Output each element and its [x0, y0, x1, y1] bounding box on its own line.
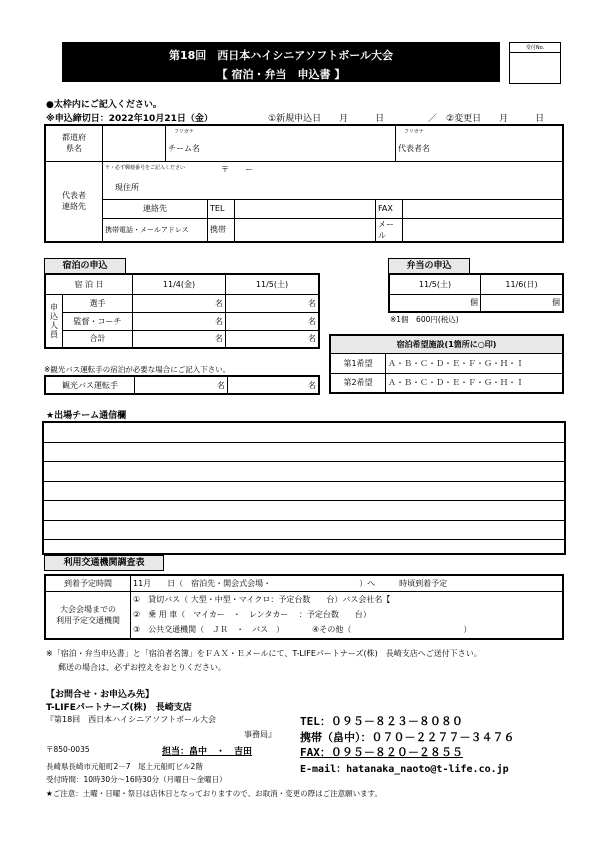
lodging-count-2[interactable]: 名 — [226, 312, 320, 330]
arrival-label: 到着予定時間 — [45, 575, 131, 591]
bento-date-1: 11/5(土) — [389, 274, 481, 294]
facility-choice-label: 第1希望 — [330, 353, 386, 373]
form-subtitle: 【 宿泊・弁当 申込書 】 — [216, 68, 346, 81]
lodging-row-label: 選手 — [63, 294, 133, 312]
bento-heading: 弁当の申込 — [388, 258, 470, 274]
bento-table — [388, 273, 564, 313]
facility-options[interactable]: Ａ・Ｂ・Ｃ・Ｄ・Ｅ・Ｆ・Ｇ・Ｈ・Ｉ — [386, 373, 564, 393]
facility-choice-label: 第2希望 — [330, 373, 386, 393]
fill-notice: ●太枠内にご記入ください。 — [46, 100, 162, 110]
bus-driver-count-2[interactable]: 名 — [228, 376, 320, 394]
comm-line[interactable] — [44, 501, 564, 521]
team-name-label: チーム名 — [168, 143, 200, 153]
form-title: 第18回 西日本ハイシニアソフトボール大会 — [168, 49, 394, 62]
form-title-banner — [62, 42, 500, 82]
lodging-count-2[interactable]: 名 — [226, 294, 320, 312]
lodging-row-label: 合計 — [63, 330, 133, 348]
bus-driver-table — [44, 375, 320, 395]
submission-note-2: 郵送の場合は、必ずお控えをおとりください。 — [58, 663, 226, 672]
lodging-group-label: 申 込 人 員 — [45, 294, 63, 348]
contact-mobile: 携帯（畠中）：０７０－２２７７－３４７６ — [300, 731, 515, 744]
submission-note-1: ※「宿泊・弁当申込書」と「宿泊者名簿」をＦＡＸ・Ｅメールにて、T-LIFEパートナーズ(株) 長崎支店へご送付下さい。 — [46, 649, 482, 658]
applicant-table — [44, 124, 564, 243]
receipt-number-box[interactable] — [509, 42, 561, 84]
contact-sub-label: 連絡先 — [103, 200, 208, 218]
contact-fax: FAX：０９５－８２０－２８５５ — [300, 746, 463, 759]
bento-count-2[interactable]: 個 — [481, 294, 564, 312]
lodging-date-label: 宿 泊 日 — [45, 274, 133, 294]
comm-area[interactable] — [42, 421, 566, 555]
bento-date-2: 11/6(日) — [481, 274, 564, 294]
new-application-date[interactable]: ①新規申込日 月 日 — [268, 114, 385, 124]
phone-row — [103, 199, 564, 218]
comm-line[interactable] — [44, 462, 564, 482]
contact-tel: TEL：０９５－８２３－８０８０ — [300, 715, 463, 728]
prefecture-label: 都道府 県名 — [45, 125, 103, 161]
comm-line[interactable] — [44, 521, 564, 541]
comm-line[interactable] — [44, 443, 564, 463]
lodging-count-1[interactable]: 名 — [133, 330, 226, 348]
bus-driver-note: ※観光バス運転手の宿泊が必要な場合にご記入下さい。 — [44, 365, 231, 374]
facility-table — [329, 334, 564, 394]
rep-furigana-label: フリガナ — [404, 129, 424, 135]
contact-person: 担当：畠中 ・ 吉田 — [162, 747, 253, 757]
lodging-date-1: 11/4(金) — [133, 274, 226, 294]
deadline: ※申込締切日：2022年10月21日（金） — [46, 114, 213, 124]
holiday-notice: ★ご注意：土曜・日曜・祭日は店休日となっておりますので、お取消・変更の際はご注意願います。 — [46, 789, 382, 798]
mobile-label: 携帯 — [208, 219, 235, 241]
office-name-2: 事務局』 — [244, 730, 276, 739]
business-hours: 受付時間：10時30分～16時30分（月曜日～金曜日） — [46, 775, 227, 784]
tel-field[interactable] — [235, 200, 376, 218]
postal-code: 〒850-0035 — [46, 745, 90, 754]
lodging-date-2: 11/5(土) — [226, 274, 320, 294]
bus-driver-count-1[interactable]: 名 — [135, 376, 228, 394]
tel-label: TEL — [208, 200, 235, 218]
lodging-table — [44, 273, 320, 349]
comm-line[interactable] — [44, 423, 564, 443]
receipt-number-label: 受付No. — [510, 43, 560, 53]
fax-field[interactable] — [403, 200, 563, 218]
company-name: T-LIFEパートナーズ(株) 長崎支店 — [46, 703, 192, 713]
rep-name-label: 代表者名 — [398, 143, 430, 153]
facility-heading: 宿泊希望施設(1箇所に○印) — [330, 335, 563, 353]
transport-option-bus[interactable]: ① 貸切バス（ 大型・中型・マイクロ：予定台数 台）バス会社名【 — [133, 595, 391, 605]
date-separator: ／ — [428, 114, 438, 124]
mobile-field[interactable] — [235, 219, 376, 241]
rep-contact-label: 代表者 連絡先 — [45, 161, 103, 242]
lodging-count-2[interactable]: 名 — [226, 330, 320, 348]
mobile-row — [103, 218, 564, 242]
lodging-count-1[interactable]: 名 — [133, 294, 226, 312]
bento-price-note: ※1個 600円(税込) — [390, 315, 459, 324]
postal-mark: 〒 ー — [221, 164, 253, 174]
prefecture-field[interactable] — [103, 125, 166, 161]
team-furigana-label: フリガナ — [174, 129, 194, 135]
lodging-row-label: 監督・コーチ — [63, 312, 133, 330]
team-name-cell[interactable] — [166, 125, 396, 161]
arrival-field[interactable]: 11月 日（ 宿泊先・開会式会場・ ）へ 時頃到着予定 — [131, 575, 564, 591]
transport-method-label: 大会会場までの 利用予定交通機関 — [45, 591, 131, 639]
transport-table — [44, 574, 564, 640]
fax-label: FAX — [376, 200, 403, 218]
address-cell[interactable] — [103, 161, 564, 199]
facility-options[interactable]: Ａ・Ｂ・Ｃ・Ｄ・Ｅ・Ｆ・Ｇ・Ｈ・Ｉ — [386, 353, 564, 373]
office-name-1: 『第18回 西日本ハイシニアソフトボール大会 — [46, 715, 217, 724]
address-label: 現住所 — [115, 182, 139, 192]
transport-heading: 利用交通機関調査表 — [44, 555, 164, 571]
contact-email: E-mail：hatanaka_naoto@t-life.co.jp — [300, 764, 509, 775]
lodging-count-1[interactable]: 名 — [133, 312, 226, 330]
lodging-heading: 宿泊の申込 — [44, 258, 126, 274]
mail-label: メール — [376, 219, 403, 241]
mail-field[interactable] — [403, 219, 563, 241]
comm-heading: ★出場チーム通信欄 — [46, 411, 127, 421]
bus-driver-label: 観光バス運転手 — [45, 376, 135, 394]
change-date[interactable]: ②変更日 月 日 — [446, 114, 545, 124]
postal-hint: 〒・必ず郵便番号をご記入ください — [105, 164, 186, 171]
contact-heading: 【お問合せ・お申込み先】 — [46, 690, 155, 700]
comm-line[interactable] — [44, 482, 564, 502]
office-address: 長崎県長崎市元船町2－7 尾上元船町ビル2階 — [46, 762, 203, 771]
transport-option-car[interactable]: ② 乗 用 車（ マイカー ・ レンタカー ：予定台数 台） — [133, 610, 371, 620]
rep-name-cell[interactable] — [396, 125, 564, 161]
transport-option-public[interactable]: ③ 公共交通機関（ ＪＲ ・ バス ） ④その他（ ） — [133, 625, 472, 635]
mobile-mail-label: 携帯電話・メールアドレス — [103, 219, 208, 241]
transport-options[interactable] — [131, 591, 564, 639]
bento-count-1[interactable]: 個 — [389, 294, 481, 312]
